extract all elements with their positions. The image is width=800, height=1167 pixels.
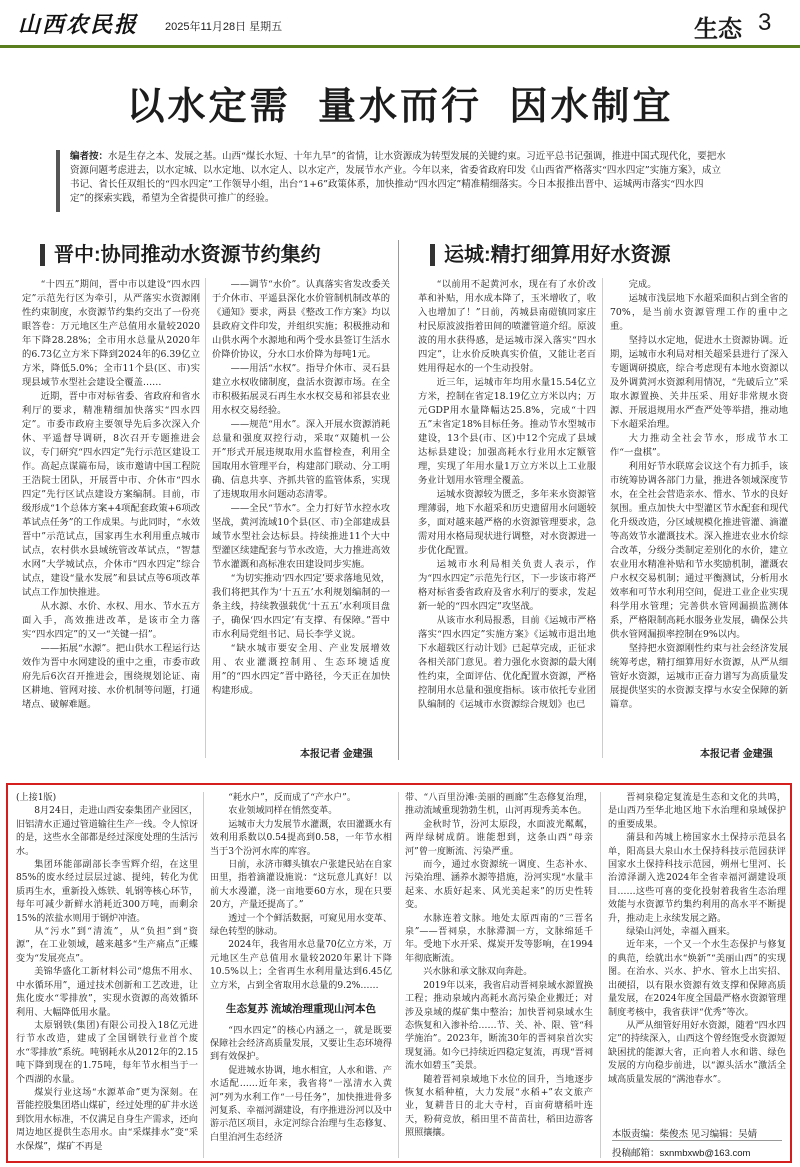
issue-date: 2025年11月28日 星期五 (165, 21, 283, 33)
paragraph: 从“污水”到“清流”，从“负担”到“资源”，在工业领域，越来越多“生产痛点”正蝶变为“发展亮点”。 (16, 927, 198, 964)
paragraph: 从水源、水价、水权、用水、节水五方面入手，高效推进改革，是该市全力落实“四水四定”的又一“关键一招”。 (22, 601, 200, 640)
right-article-byline: 本报记者 金建强 (700, 749, 773, 760)
paragraph: 水脉连着文脉。地处太原西南的“三晋名泉”——晋祠泉，水脉滞涸一方，文脉绵延千年。受地下水开采、煤炭开发等影响，在1994年彻底断流。 (405, 913, 593, 964)
submission-email: 投稿邮箱：sxnmbxwb@163.com (612, 1148, 751, 1159)
right-article-col2 (610, 278, 788, 728)
paragraph: “缺水城市要安全用、产业发展增效用、农业灌溉控制用、生态环境适度用”的“四水四定”晋中路径，今天正在加快构建形成。 (212, 643, 390, 696)
paragraph: 利用好节水联席会议这个有力抓手，该市统筹协调各部门力量，推进各领域深度节水，在全社会营造亲水、惜水、节水的良好氛围。重点加快大中型灌区节水配套和现代化升级改造，分区域规模化推进管灌、滴灌等高效节水灌溉技术。深入推进农业水价综合改革，分级分类制定差别化的水价，建立农业用水精准补贴和节水奖励机制，灌溉农户水权交易机制；通过平衡测试，分析用水效率和可节水利用空间，促进工业企业实现科学用水管理；完善供水管网漏损监测体系，严格限制高耗水服务业发展，确保公共供水管网漏损率控制在9%以内。 (610, 461, 788, 640)
left-article-col1 (22, 278, 200, 758)
paragraph: 兴水脉和承文脉双向奔赴。 (423, 967, 533, 978)
paragraph: 晋祠泉稳定复流是生态和文化的共鸣，是山西乃至华北地区地下水治理和泉域保护的重要成果。 (608, 793, 786, 830)
paragraph: 运城市水利局相关负责人表示，作为“四水四定”示范先行区，下一步该市将严格对标省委省政府及省水利厅的要求，发起新一轮的“四水四定”攻坚战。 (418, 559, 596, 612)
page-number: 3 (758, 9, 772, 36)
page-editor: 本版责编：柴俊杰 见习编辑：吴婧 (612, 1129, 758, 1140)
paragraph: “为切实推动‘四水四定’要求落地见效，我们将把其作为‘十五五’水利规划编制的一条主线，持续教强载优‘十五五’水利项目盘子，确保‘四水四定’有支撑、有保障。”晋中市水利局党组书记、局长李学义说。 (212, 573, 390, 640)
paragraph: 坚持以水定地，促进水土资源协调。近期，运城市水利局对相关超采县进行了深入专题调研摸底，综合考虑现有本地水资源以及外调黄河水资源利用情况，“先破后立”采取水源置换、关井压采、用好非常规水资源、开展退规用水严查严处等举措，推动地下水超采治理。 (610, 335, 788, 430)
masthead (0, 0, 800, 48)
paragraph: “耗水户”，反而成了“产水户”。 (228, 793, 356, 803)
paragraph: 绿染山河处，幸福入画来。 (626, 927, 736, 938)
right-article-title: 运城:精打细算用好水资源 (430, 240, 760, 270)
paragraph: 金秋时节，汾河太原段，水面波光粼粼，两岸绿树成荫。谁能想到，这条山西“母亲河”曾一度断流、污染严重。 (405, 819, 593, 857)
paragraph: 促进城水协调，地水相宜，人水和谐、产水适配……近年来，我省将“一泓清水入黄河”列为水利工作“一号任务”，加快推进骨多河复系、幸福河湖建设，有序推进汾河以及中游示范区项目，永定河综合治理与生态修复、白里泊河生态经济 (210, 1065, 392, 1143)
paragraph: 完成。 (628, 279, 657, 290)
bottom-article-col2 (210, 792, 392, 1158)
paragraph: 煤炭行业这场“水源革命”更为深刻。在晋能控股集团塔山煤矿，经过处理的矿井水送到饮用水标准，不仅满足自身生产需求，还向周边地区提供生态用水。由“采煤排水”变“采水保煤”，煤矿不再是 (16, 1087, 198, 1152)
left-article-col2 (212, 278, 390, 728)
section-subtitle: 生态复苏 流域治理重现山河本色 (226, 1003, 376, 1016)
editor-note (70, 150, 726, 206)
paragraph: 运城市大力发展节水灌溉，农田灌溉水有效利用系数以0.54提高到0.58，一年节水相当于3个汾河水库的库容。 (210, 819, 392, 857)
paragraph: 从该市水利局报悉，目前《运城市严格落实“四水四定”实施方案》《运城市退出地下水超载区行动计划》已起草完成，正征求各相关部门意见。着力强化水资源的最大刚性约束，全面评估、优化配置水资源，严格控制用水总量和强度指标。该市依托专业团队编制的《运城市水资源综合规划》也已 (418, 615, 596, 710)
left-article-byline: 本报记者 金建强 (300, 749, 373, 760)
paragraph: 而今，通过水资源统一调度、生态补水、污染治理、涵养水源等措施，汾河实现“水量丰起来、水质好起来、风光美起来”的历史性转变。 (405, 860, 593, 911)
paragraph: 美锦华盛化工新材料公司“熄焦不用水、中水循环用”，通过技术创新和工艺改进，让焦化废水“零排放”，实现水资源的高效循环利用、大幅降低用水量。 (16, 967, 198, 1018)
paragraph: 日前，永济市卿头镇农户张建民站在自家田里，指着滴灌设施说：“这玩意儿真好！以前大水漫灌，浇一亩地要60方水，现在只要20方，产量还提高了。” (210, 860, 392, 911)
page-headline: 以水定需 量水而行 因水制宜 (126, 86, 674, 128)
paragraph: 透过一个个鲜活数据，可窥见用水变革、绿色转型的脉动。 (210, 913, 392, 938)
paragraph: 近年来，一个又一个水生态保护与修复的典范，绘就出水“焕新”“美丽山西”的实现图。在治水、兴水、护水、管水上出实招、出硬招，以有限水资源有效支撑和保障高质量发展，在2024年度全国最严格水资源管理制度考核中，我省获评“优秀”等次。 (608, 940, 786, 1018)
paragraph: ——全民“节水”。全力打好节水控水攻坚战，黄河流域10个县(区、市)全部建成县域节水型社会达标县。持续推进11个大中型灌区续建配套与节水改造，大力推进高效节水灌溉和高标准农田建设同步实施。 (212, 503, 390, 570)
paragraph: 2019年以来，我省启动晋祠泉域水源置换工程；推动泉域内高耗水高污染企业搬迁；对涉及泉域的煤矿集中整治；加快晋祠泉域水生态恢复和入渗补给……节、关、补、限、管“科学施治”。2023年，断流30年的晋祠泉首次实现复涌。如今已持续近四稳定复流，再现“晋祠流水如碧玉”美景。 (405, 980, 593, 1072)
paragraph: “十四五”期间，晋中市以建设“四水四定”示范先行区为牵引，从严落实水资源刚性约束制度，水资源节约集约交出了一份亮眼答卷：万元地区生产总值用水量较2020年下降28.28%；全市用水总量从2020年的6.73亿立方米下降到2024年的6.39亿立方米，降低5.0%；全市11个县(区、市)实现县域节水型社会建设全覆盖…… (22, 279, 200, 388)
paragraph: 近三年，运城市年均用水量15.54亿立方米，控制在省定18.19亿立方米以内；万元GDP用水量降幅达25.8%，完成“十四五”末省定18%目标任务。推动节水型城市建设，13个县(市、区)中12个完成了县域达标县建设；加强高耗水行业用水定额管理，实现了年用水量1万立方米以上工业服务业计划用水管理全覆盖。 (418, 377, 596, 486)
paragraph: 带、“八百里汾滩·美丽的画廊”生态修复治理，推动流域重现勃勃生机，山河再现秀美本色。 (405, 793, 593, 817)
paragraph: ——用活“水权”。指导介休市、灵石县建立水权收储制度，盘活水资源市场。在全市积极拓展灵石再生水水权交易和祁县农业用水权交易经验。 (212, 363, 390, 416)
paragraph: 运城市浅层地下水超采面积占到全省的70%，是当前水资源管理工作的重中之重。 (610, 293, 788, 332)
paragraph: 从严从细管好用好水资源，随着“四水四定”的持续深入，山西这个曾经饱受水资源短缺困扰的能源大省，正向着人水和谐、绿色发展的方向稳步前进，以“源头活水”激活全域高质量发展的“满池春水”。 (608, 1020, 786, 1085)
newspaper-logo: 山西农民报 (18, 12, 139, 38)
paragraph: 农业领域同样在悄然变革。 (228, 806, 338, 817)
paragraph: “四水四定”的核心内涵之一，就是既要保障社会经济高质量发展，又要让生态环境得到有效保护。 (210, 1025, 392, 1063)
bottom-article-col1 (16, 792, 198, 1158)
continued-marker: (上接1版) (16, 793, 57, 803)
paragraph: ——拓展“水源”。把山供水工程运行达效作为晋中水网建设的重中之重，市委市政府先后6次召开推进会，围绕规划论证、南区耕地、管网对接、水价机制等问题，打通堵点、破解难题。 (22, 643, 200, 710)
divider (612, 1140, 782, 1141)
paragraph: ——规范“用水”。深入开展水资源消耗总量和强度双控行动，采取“双随机一公开”形式开展违规取用水监督检查，利用全国取用水管理平台，构建部门联动、分工明确、信息共享、齐抓共管的监管体系，实现了违规取用水问题动态清零。 (212, 419, 390, 500)
paragraph: 集团环能部副部长李雪辉介绍，在这里85%的废水经过层层过滤、提纯，转化为优质再生水，重新投入炼铁、轧钢等核心环节，每年可减少新鲜水消耗近300万吨，而剩余15%的浓盐水则用于钢炉冲渣。 (16, 860, 198, 924)
right-article-col1 (418, 278, 596, 758)
paragraph: 蒲县和芮城上榜国家水土保持示范县名单，阳高县大泉山水土保持科技示范园获评国家水土保持科技示范园，朔州七里河、长治漳泽湖入选2024年全省幸福河湖建设项目……这些可喜的变化投射着我省生态治理效能与水资源节约集约利用的高水平不断提升，推动走上永续发展之路。 (608, 833, 786, 924)
paragraph: 近期，晋中市对标省委、省政府和省水利厅的要求，精准精细加快落实“四水四定”。市委市政府主要领导先后多次深入介休、平遥督导调研，8次召开专题推进会议，专门研究“四水四定”先行示范区建设工作。高起点谋篇布局，该市邀请中国工程院王浩院士团队，开展晋中市、介休市“四水四定”先行区试点建设方案编制。目前，市级形成“1个总体方案+4项配套政策+6项改革试点任务”的工作成果。与此同时，“水效晋中”示范试点，国家再生水利用重点城市试点，农村供水县域统管改革试点，“智慧水网”大学城试点，介休市“四水四定”综合试点，建设“量水发展”和县试点等6项改革试点工作加快推进。 (22, 391, 200, 598)
bottom-article-col3 (405, 792, 593, 1158)
paragraph: 坚持把水资源刚性约束与社会经济发展统筹考虑，精打细算用好水资源，从严从细管好水资源，运城市正奋力谱写为高质量发展提供坚实的水资源支撑与水安全保障的新篇章。 (610, 643, 788, 710)
paragraph: 随着晋祠泉域地下水位的回升，当地逐步恢复水稻种植，大力发展“水稻+”农文旅产业，复耕昔日的北大寺村，百亩荷塘稻叶连天，粉荷竞放，稻田里不苗苗壮，稻田边游客照照攘攘。 (405, 1074, 593, 1139)
section-name: 生态 (694, 16, 742, 43)
paragraph: 8月24日，走进山西安泰集团产业园区，旧铝清水正通过管道输往生产一线。令人惊讶的是，这些水全部都是经过深度处理的生活污水。 (16, 806, 198, 857)
paragraph: 大力推动全社会节水，形成节水工作“一盘棋”。 (610, 433, 788, 458)
left-article-title: 晋中:协同推动水资源节约集约 (40, 240, 370, 270)
paragraph: 2024年，我省用水总量70亿立方米，万元地区生产总值用水量较2020年累计下降10.5%以上；全省再生水利用量达到6.45亿立方米，占到全省取用水总量的9.2%…… (210, 940, 392, 991)
paragraph: 太原钢铁(集团)有限公司投入18亿元进行节水改造，建成了全国钢铁行业首个废水“零排放”系统。吨钢耗水从2012年的2.15吨下降到现在的1.75吨，每年节水相当于一个西湖的水量。 (16, 1020, 198, 1085)
paragraph: ——调节“水价”。认真落实省发改委关于介休市、平遥县深化水价管制机制改革的《通知》要求，两县《整改工作方案》均以县政府文件印发，并组织实施；积极推动和山供水两个水源地和两个受水县签订生活水价降价协议，分水口水价降为每吨1元。 (212, 279, 390, 360)
editor-note-lead: 编者按： (70, 151, 109, 162)
paragraph: 运城水资源较为匮乏，多年来水资源管理薄弱，地下水超采和历史遗留用水问题较多，面对越来越严格的水资源管理要求，急需对用水格局现状进行调整，对水资源进一步优化配置。 (418, 489, 596, 556)
paragraph: “以前用不起黄河水，现在有了水价改革和补贴，用水成本降了，玉米增收了，收入也增加了！”日前，芮城县南磑镇同家庄村民原波波指着田间的喷灌管道介绍。原波波的用水获得感，是运城市深入落实“四水四定”，让水价反映真实价值，又能让老百姓用得起水的一个生动投射。 (418, 279, 596, 374)
editor-note-text: 水是生存之本、发展之基。山西“煤长水短、十年九旱”的省情，让水资源成为转型发展的关键约束。习近平总书记强调，推进中国式现代化，要把水资源问题考虑进去，以水定城、以水定地、以水定人、以水定产，发展节水产业。今年以来，省委省政府印发《山西省严格落实“四水四定”实施方案》，成立书记、省长任双组长的“四水四定”工作领导小组，出台“1+6”政策体系，加快推动“四水四定”精准精细落实。今日本报推出晋中、运城两市落实“四水四定”的探索实践，希望为全省提供可推广的经验。 (70, 151, 726, 204)
bottom-article-col4 (608, 792, 786, 1120)
